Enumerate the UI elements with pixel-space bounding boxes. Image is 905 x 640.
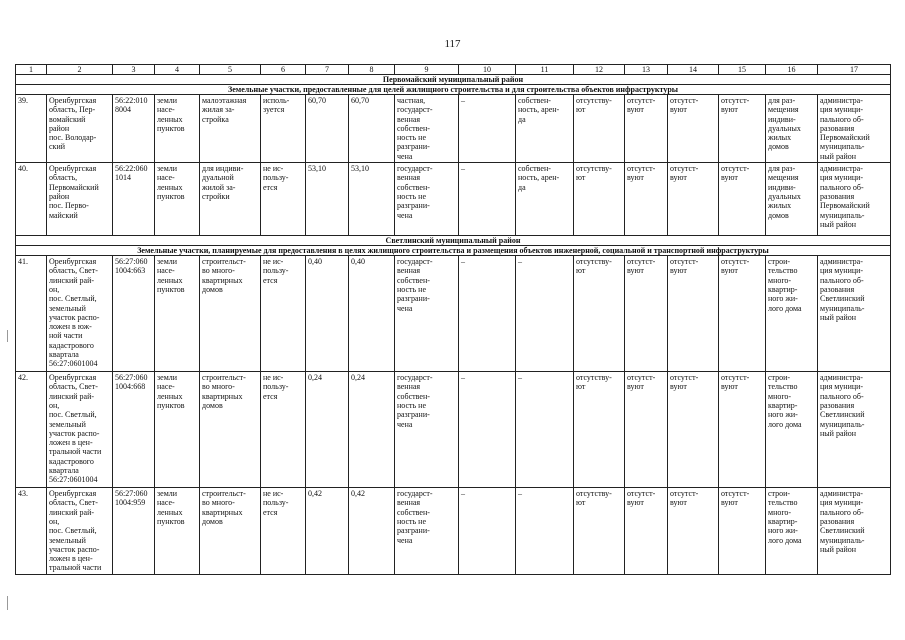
section-subtitle-row <box>16 246 891 256</box>
table-cell: отсутст- вуют <box>719 95 766 163</box>
table-cell: 0,40 <box>349 256 395 372</box>
table-cell: – <box>459 163 516 236</box>
column-number: 11 <box>516 65 574 75</box>
table-cell: 56:22:060 1014 <box>113 163 155 236</box>
table-cell: отсутст- вуют <box>719 163 766 236</box>
column-number: 15 <box>719 65 766 75</box>
table-cell: Оренбургская область, Свет- линский рай- он, пос. Светлый, земельный участок распо- ложен в юж- ной части кадастрового квартала 56:27:0601004 <box>47 256 113 372</box>
column-number: 4 <box>155 65 200 75</box>
table-cell: строительст- во много- квартирных домов <box>200 256 261 372</box>
section-title: Первомайский муниципальный район <box>16 75 891 85</box>
section-title: Светлинский муниципальный район <box>16 236 891 246</box>
table-cell: отсутст- вуют <box>625 488 668 575</box>
section-subtitle: Земельные участки, предоставленные для целей жилищного строительства и для строительства объектов инфраструктуры <box>16 85 891 95</box>
table-cell: Оренбургская область, Свет- линский рай- он, пос. Светлый, земельный участок распо- ложен в цен- тральной части кадастрового квартала 56:27:0601004 <box>47 372 113 488</box>
table-cell: 41. <box>16 256 47 372</box>
table-cell: 56:22:010 8004 <box>113 95 155 163</box>
table-cell: отсутству- ют <box>574 95 625 163</box>
table-cell: 56:27:060 1004:959 <box>113 488 155 575</box>
column-number: 2 <box>47 65 113 75</box>
table-cell: 56:27:060 1004:668 <box>113 372 155 488</box>
table-cell: государст- венная собствен- ность не разграни- чена <box>395 256 459 372</box>
table-cell: 56:27:060 1004:663 <box>113 256 155 372</box>
table-cell: строительст- во много- квартирных домов <box>200 488 261 575</box>
table-cell: 0,42 <box>306 488 349 575</box>
table-cell: 0,42 <box>349 488 395 575</box>
table-cell: земли насе- ленных пунктов <box>155 256 200 372</box>
table-cell: строи- тельство много- квартир- ного жи- лого дома <box>766 372 818 488</box>
table-cell: земли насе- ленных пунктов <box>155 488 200 575</box>
column-number: 17 <box>818 65 891 75</box>
table-cell: собствен- ность, арен- да <box>516 95 574 163</box>
table-cell: не ис- пользу- ется <box>261 256 306 372</box>
table-row <box>16 95 891 163</box>
table-cell: отсутству- ют <box>574 163 625 236</box>
margin-mark <box>7 330 8 342</box>
table-cell: отсутст- вуют <box>668 256 719 372</box>
table-cell: 53,10 <box>349 163 395 236</box>
column-number: 14 <box>668 65 719 75</box>
table-cell: не ис- пользу- ется <box>261 163 306 236</box>
section-title-row <box>16 236 891 246</box>
land-plots-table <box>15 64 891 575</box>
table-row <box>16 256 891 372</box>
table-cell: отсутству- ют <box>574 372 625 488</box>
table-cell: 53,10 <box>306 163 349 236</box>
table-cell: 0,24 <box>306 372 349 488</box>
table-cell: отсутст- вуют <box>668 163 719 236</box>
table-cell: не ис- пользу- ется <box>261 372 306 488</box>
table-cell: государст- венная собствен- ность не разграни- чена <box>395 372 459 488</box>
table-cell: государст- венная собствен- ность не разграни- чена <box>395 488 459 575</box>
table-cell: 60,70 <box>349 95 395 163</box>
table-cell: – <box>459 372 516 488</box>
column-number: 3 <box>113 65 155 75</box>
table-cell: отсутст- вуют <box>668 372 719 488</box>
table-cell: – <box>516 488 574 575</box>
table-cell: 40. <box>16 163 47 236</box>
table-cell: – <box>459 95 516 163</box>
table-cell: строи- тельство много- квартир- ного жи- лого дома <box>766 488 818 575</box>
table-cell: малоэтажная жилая за- стройка <box>200 95 261 163</box>
table-cell: отсутст- вуют <box>719 256 766 372</box>
column-number: 10 <box>459 65 516 75</box>
table-cell: земли насе- ленных пунктов <box>155 372 200 488</box>
table-cell: для раз- мещения индиви- дуальных жилых домов <box>766 163 818 236</box>
table-cell: 39. <box>16 95 47 163</box>
column-number: 12 <box>574 65 625 75</box>
column-number: 8 <box>349 65 395 75</box>
table-cell: – <box>459 256 516 372</box>
table-cell: отсутству- ют <box>574 256 625 372</box>
table-cell: администра- ция муници- пального об- разования Первомайский муниципаль- ный район <box>818 95 891 163</box>
table-cell: отсутст- вуют <box>668 488 719 575</box>
table-cell: отсутст- вуют <box>719 372 766 488</box>
table-cell: – <box>459 488 516 575</box>
table-row <box>16 372 891 488</box>
table-cell: – <box>516 372 574 488</box>
margin-mark <box>7 596 8 610</box>
table-cell: 42. <box>16 372 47 488</box>
table-cell: строи- тельство много- квартир- ного жи- лого дома <box>766 256 818 372</box>
table-cell: 43. <box>16 488 47 575</box>
table-cell: администра- ция муници- пального об- разования Светлинский муниципаль- ный район <box>818 372 891 488</box>
table-cell: Оренбургская область, Пер- вомайский район пос. Володар- ский <box>47 95 113 163</box>
table-row <box>16 163 891 236</box>
table-cell: не ис- пользу- ется <box>261 488 306 575</box>
column-number: 1 <box>16 65 47 75</box>
table-cell: 0,40 <box>306 256 349 372</box>
column-number: 5 <box>200 65 261 75</box>
table-cell: администра- ция муници- пального об- разования Первомайский муниципаль- ный район <box>818 163 891 236</box>
table-cell: земли насе- ленных пунктов <box>155 163 200 236</box>
section-title-row <box>16 75 891 85</box>
table-cell: государст- венная собствен- ность не разграни- чена <box>395 163 459 236</box>
column-number-row <box>16 65 891 75</box>
table-cell: частная, государст- венная собствен- ность не разграни- чена <box>395 95 459 163</box>
column-number: 6 <box>261 65 306 75</box>
table-cell: отсутст- вуют <box>625 372 668 488</box>
table-cell: отсутст- вуют <box>719 488 766 575</box>
table-row <box>16 488 891 575</box>
section-subtitle: Земельные участки, планируемые для предоставления в целях жилищного строительства и размещения объектов инженерной, социальной и транспортной инфраструктуры <box>16 246 891 256</box>
table-cell: строительст- во много- квартирных домов <box>200 372 261 488</box>
table-cell: собствен- ность, арен- да <box>516 163 574 236</box>
table-cell: – <box>516 256 574 372</box>
column-number: 7 <box>306 65 349 75</box>
table-cell: для раз- мещения индиви- дуальных жилых домов <box>766 95 818 163</box>
table-cell: отсутству- ют <box>574 488 625 575</box>
table-cell: земли насе- ленных пунктов <box>155 95 200 163</box>
table-cell: 60,70 <box>306 95 349 163</box>
table-cell: 0,24 <box>349 372 395 488</box>
table-cell: отсутст- вуют <box>625 95 668 163</box>
table-cell: отсутст- вуют <box>625 163 668 236</box>
table-cell: Оренбургская область, Свет- линский рай- он, пос. Светлый, земельный участок распо- ложен в цен- тральной части <box>47 488 113 575</box>
table-cell: исполь- зуется <box>261 95 306 163</box>
column-number: 13 <box>625 65 668 75</box>
table-cell: Оренбургская область, Первомайский район пос. Перво- майский <box>47 163 113 236</box>
column-number: 16 <box>766 65 818 75</box>
table-cell: администра- ция муници- пального об- разования Светлинский муниципаль- ный район <box>818 256 891 372</box>
page-number: 117 <box>444 38 461 50</box>
table-cell: отсутст- вуют <box>625 256 668 372</box>
table-cell: отсутст- вуют <box>668 95 719 163</box>
column-number: 9 <box>395 65 459 75</box>
table-cell: администра- ция муници- пального об- разования Светлинский муниципаль- ный район <box>818 488 891 575</box>
section-subtitle-row <box>16 85 891 95</box>
table-cell: для индиви- дуальной жилой за- стройки <box>200 163 261 236</box>
